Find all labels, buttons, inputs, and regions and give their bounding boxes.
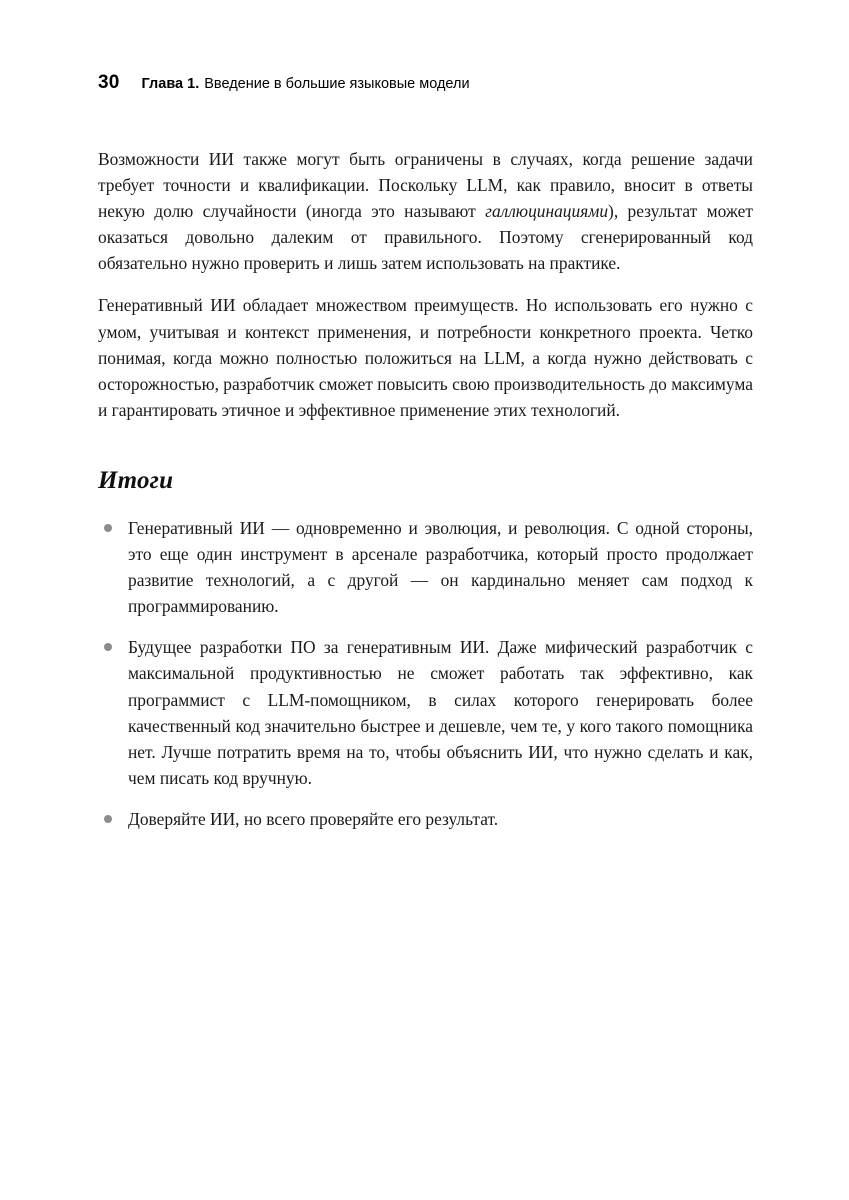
list-item-text: Доверяйте ИИ, но всего проверяйте его результат. [128, 808, 499, 829]
paragraph-1-text-b: ), результат может оказаться довольно далеким от правильного. Поэтому сгенерированный код обязательно нужно проверить и лишь затем использовать на практике. [98, 201, 753, 274]
bullet-dot-icon [104, 643, 112, 651]
list-item [98, 634, 753, 791]
paragraph-1-emphasis: галлюцинациями [485, 201, 609, 222]
list-item-text: Генеративный ИИ — одновременно и эволюция, и революция. С одной стороны, это еще один инструмент в арсенале разработчика, который просто продолжает развитие технологий, а с другой — он кардинально меняет сам подход к программированию. [128, 517, 753, 617]
list-item [98, 806, 753, 832]
summary-bullet-list [98, 515, 753, 832]
paragraph-1-text-a: Возможности ИИ также могут быть ограничены в случаях, когда решение задачи требует точности и квалификации. Поскольку LLM, как правило, вносит в ответы некую долю случайности (иногда это называют [98, 149, 753, 222]
bullet-dot-icon [104, 524, 112, 532]
list-item [98, 515, 753, 619]
running-head [98, 72, 753, 94]
page-content [98, 72, 753, 832]
page-number: 30 [98, 72, 120, 93]
section-heading-summary: Итоги [98, 466, 174, 494]
bullet-dot-icon [104, 815, 112, 823]
paragraph-1 [98, 146, 753, 276]
chapter-title: Введение в большие языковые модели [204, 76, 470, 92]
paragraph-2: Генеративный ИИ обладает множеством преимуществ. Но использовать его нужно с умом, учитывая и контекст применения, и потребности конкретного проекта. Четко понимая, когда можно полностью положиться на LLM, а когда нужно действовать с осторожностью, разработчик сможет повысить свою производительность до максимума и гарантировать этичное и эффективное применение этих технологий. [98, 295, 753, 420]
chapter-label: Глава 1. [141, 76, 200, 92]
list-item-text: Будущее разработки ПО за генеративным ИИ. Даже мифический разработчик с максимальной продуктивностью не сможет работать так эффективно, как программист с LLM-помощником, в силах которого генерировать более качественный код значительно быстрее и дешевле, чем те, у кого такого помощника нет. Лучше потратить время на то, чтобы объяснить ИИ, что нужно сделать и как, чем писать код вручную. [128, 637, 753, 788]
